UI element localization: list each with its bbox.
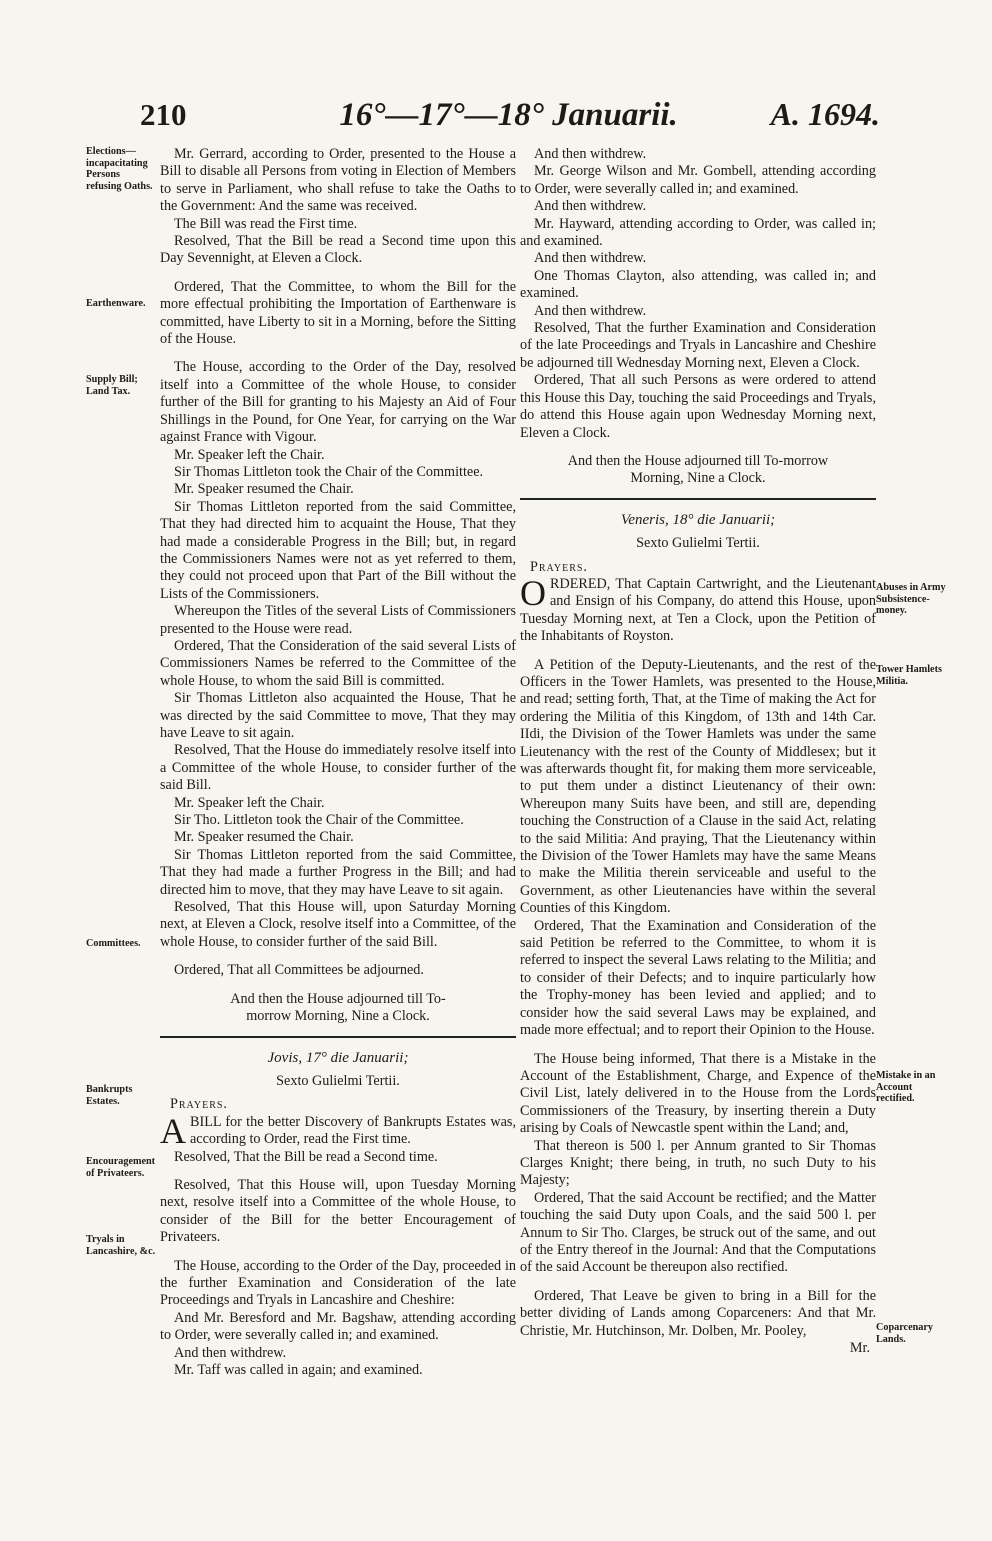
- paragraph: Resolved, That this House will, upon Tuesday Morning next, resolve itself into a Committee of the whole House, to consider of the Bill for the better Encouragement of Privateers.: [160, 1176, 516, 1246]
- margin-note: Abuses in Army Subsistence-money.: [876, 582, 946, 617]
- paragraph: And then withdrew.: [174, 1344, 287, 1361]
- paragraph: Mr. Hayward, attending according to Order, was called in; and examined.: [520, 215, 876, 250]
- drop-cap: O: [520, 572, 546, 613]
- paragraph: Ordered, That the Consideration of the said several Lists of Commissioners Names be referred to the Committee of the whole House, to whom the said Bill is committed.: [160, 637, 516, 689]
- section-rule: [520, 498, 876, 500]
- paragraph: Sir Thomas Littleton reported from the said Committee, That they had made a further Progress in the Bill; and had directed him to move, that they may have Leave to sit again.: [160, 846, 516, 898]
- margin-note: Bankrupts Estates.: [86, 1084, 133, 1107]
- margin-note: Mistake in an Account rectified.: [876, 1070, 936, 1105]
- running-dates: 16°—17°—18° Januarii.: [339, 97, 678, 133]
- paragraph: The House, according to the Order of the Day, resolved itself into a Committee of the whole House, to consider further of the Bill for granting to his Majesty an Aid of Four Shillings in the Pound, for One Year, for carrying on the War against France with Vigour.: [160, 359, 516, 446]
- paragraph: The House being informed, That there is a Mistake in the Account of the Establishment, Charge, and Expence of the Civil List, lately delivered in to the House from the Lords Commissioners of the Treasury, by inserting therein a Duty arising by Coals of Newcastle spent within the Land; and,: [520, 1050, 876, 1137]
- margin-note: Elections—incapacitating Persons refusing Oaths.: [86, 146, 153, 192]
- paragraph: And then withdrew.: [534, 302, 647, 319]
- paragraph: A Petition of the Deputy-Lieutenants, and the rest of the Officers in the Tower Hamlets, was presented to the House, and read; setting forth, That, at the Time of making the Act for ordering the Militia of this Kingdom, of 13th and 14th Car. IIdi, the Division of the Tower Hamlets was under the same Lieutenancy with the rest of the County of Middlesex; but it was afterwards thought fit, for making them more serviceable, to put them under a distinct Lieutenancy of their own: Whereupon many Suits have been, and still are, depending touching the Construction of a Clause in the said Act, relating to the said Militia: And praying, That the Lieutenancy within the Division of the Tower Hamlets may have the same Means to make the Militia therein serviceable and useful to the Government, as other Lieutenancies have within the several Counties of this Kingdom.: [520, 656, 876, 917]
- paragraph: Sir Thomas Littleton took the Chair of the Committee.: [174, 463, 484, 480]
- paragraph-text: BILL for the better Discovery of Bankrupts Estates was, according to Order, read the First time.: [190, 1113, 516, 1148]
- right-column: [520, 146, 876, 1357]
- paragraph: And Mr. Beresford and Mr. Bagshaw, attending according to Order, were severally called in; and examined.: [160, 1309, 516, 1344]
- adjournment: And then the House adjourned till To-morrow Morning, Nine a Clock.: [567, 452, 829, 487]
- paragraph: Sir Thomas Littleton reported from the said Committee, That they had directed him to acquaint the House, That they had made a considerable Progress in the Bill; but, in regard the Commissioners Names were not as yet referred to them, they could not proceed upon that Part of the Bill without the Lists of the Commissioners.: [160, 498, 516, 602]
- margin-note: Tower Hamlets Militia.: [876, 664, 942, 687]
- paragraph: Resolved, That this House will, upon Saturday Morning next, at Eleven a Clock, resolve itself into a Committee, of the whole House, to consider further of the said Bill.: [160, 899, 516, 950]
- drop-cap: A: [160, 1110, 186, 1151]
- paragraph: Ordered, That Leave be given to bring in a Bill for the better dividing of Lands among Coparceners: And that Mr. Christie, Mr. Hutchinson, Mr. Dolben, Mr. Pooley,: [520, 1287, 876, 1339]
- paragraph: Ordered, That all such Persons as were ordered to attend this House this Day, touching the said Proceedings and Tryals, do attend this House again upon Wednesday Morning next, Eleven a Clock.: [520, 372, 876, 441]
- paragraph: The House, according to the Order of the Day, proceeded in the further Examination and Consideration of the late Proceedings and Tryals in Lancashire and Cheshire:: [160, 1257, 516, 1309]
- paragraph: Ordered, That the Examination and Consideration of the said Petition be referred to the Committee, to whom it is referred to inspect the several Laws relating to the Militia; and to consider of their Defects; and to inquire particularly how the Trophy-money has been levied and applied; and to consider how the said several Laws may be explained, and made more effectual; and to report their Opinion to the House.: [520, 917, 876, 1039]
- paragraph: [160, 1110, 516, 1151]
- page-number: 210: [140, 97, 187, 132]
- paragraph: And then withdrew.: [534, 250, 647, 267]
- paragraph: Mr. Speaker resumed the Chair.: [174, 829, 354, 846]
- paragraph: The Bill was read the First time.: [174, 215, 358, 232]
- paragraph: Mr. Speaker left the Chair.: [174, 794, 325, 811]
- paragraph: Mr. Speaker left the Chair.: [174, 446, 325, 463]
- paragraph: Sir Thomas Littleton also acquainted the House, That he was directed by the said Committee to move, That they may have Leave to sit again.: [160, 690, 516, 741]
- margin-note: Earthenware.: [86, 298, 146, 309]
- margin-note: Committees.: [86, 938, 141, 949]
- section-rule: [160, 1036, 516, 1038]
- paragraph: Mr. Taff was called in again; and examined.: [174, 1362, 423, 1378]
- paragraph: And then withdrew.: [534, 146, 647, 162]
- paragraph: Ordered, That the Committee, to whom the Bill for the more effectual prohibiting the Importation of Earthenware is committed, have Liberty to sit in a Morning, before the Sitting of the House.: [160, 278, 516, 348]
- paragraph: Mr. George Wilson and Mr. Gombell, attending according to Order, were severally called in; and examined.: [520, 163, 876, 197]
- paragraph: Whereupon the Titles of the several Lists of Commissioners presented to the House were read.: [160, 603, 516, 637]
- paragraph: [520, 572, 876, 646]
- margin-note: Tryals in Lancashire, &c.: [86, 1234, 156, 1257]
- day-heading: Jovis, 17° die Januarii;: [267, 1049, 409, 1066]
- page-header: [140, 96, 880, 140]
- paragraph: Ordered, That the said Account be rectified; and the Matter touching the said Duty upon Coals, and the said 500 l. per Annum to Sir Tho. Clarges, be struck out of the same, and out of the Entry thereof in the Journal: And that the Computations of the said Account be thereupon also rectified.: [520, 1189, 876, 1276]
- paragraph: Resolved, That the House do immediately resolve itself into a Committee of the whole House, to consider further of the said Bill.: [160, 742, 516, 794]
- paragraph: Mr. Speaker resumed the Chair.: [174, 481, 354, 498]
- paragraph: And then withdrew.: [534, 198, 647, 215]
- catchword: Mr.: [849, 1340, 870, 1356]
- margin-note: Supply Bill; Land Tax.: [86, 374, 138, 397]
- adjournment: And then the House adjourned till To-morrow Morning, Nine a Clock.: [230, 990, 446, 1025]
- regnal-year: Sexto Gulielmi Tertii.: [636, 535, 760, 552]
- margin-note: Encouragement of Privateers.: [86, 1156, 156, 1179]
- day-heading: Veneris, 18° die Januarii;: [620, 511, 776, 528]
- paragraph: That thereon is 500 l. per Annum granted to Sir Thomas Clarges Knight; there being, in truth, no such Duty to his Majesty;: [520, 1137, 876, 1189]
- paragraph: Resolved, That the Bill be read a Second time.: [174, 1148, 438, 1165]
- regnal-year: Sexto Gulielmi Tertii.: [276, 1072, 400, 1089]
- paragraph: Ordered, That all Committees be adjourned.: [174, 962, 424, 979]
- paragraph: Resolved, That the further Examination and Consideration of the late Proceedings and Tryals in Lancashire and Cheshire be adjourned till Wednesday Morning next, Eleven a Clock.: [520, 320, 876, 371]
- paragraph: Resolved, That the Bill be read a Second time upon this Day Sevennight, at Eleven a Clock.: [160, 233, 516, 267]
- left-column: [160, 146, 516, 1379]
- running-year: A. 1694.: [770, 96, 880, 132]
- paragraph: Mr. Gerrard, according to Order, presented to the House a Bill to disable all Persons from voting in Election of Members to serve in Parliament, who shall refuse to take the Oaths to the Government: And the same was received.: [160, 146, 516, 215]
- paragraph: One Thomas Clayton, also attending, was called in; and examined.: [520, 267, 876, 302]
- paragraph: Sir Tho. Littleton took the Chair of the Committee.: [174, 812, 464, 829]
- paragraph-text: RDERED, That Captain Cartwright, and the Lieutenant and Ensign of his Company, do attend this House, upon Tuesday Morning next, at Ten a Clock, upon the Petition of the Inhabitants of Royston.: [520, 575, 876, 645]
- prayers-heading: Prayers.: [170, 1096, 228, 1113]
- prayers-heading: Prayers.: [530, 558, 588, 575]
- margin-note: Coparcenary Lands.: [876, 1322, 933, 1345]
